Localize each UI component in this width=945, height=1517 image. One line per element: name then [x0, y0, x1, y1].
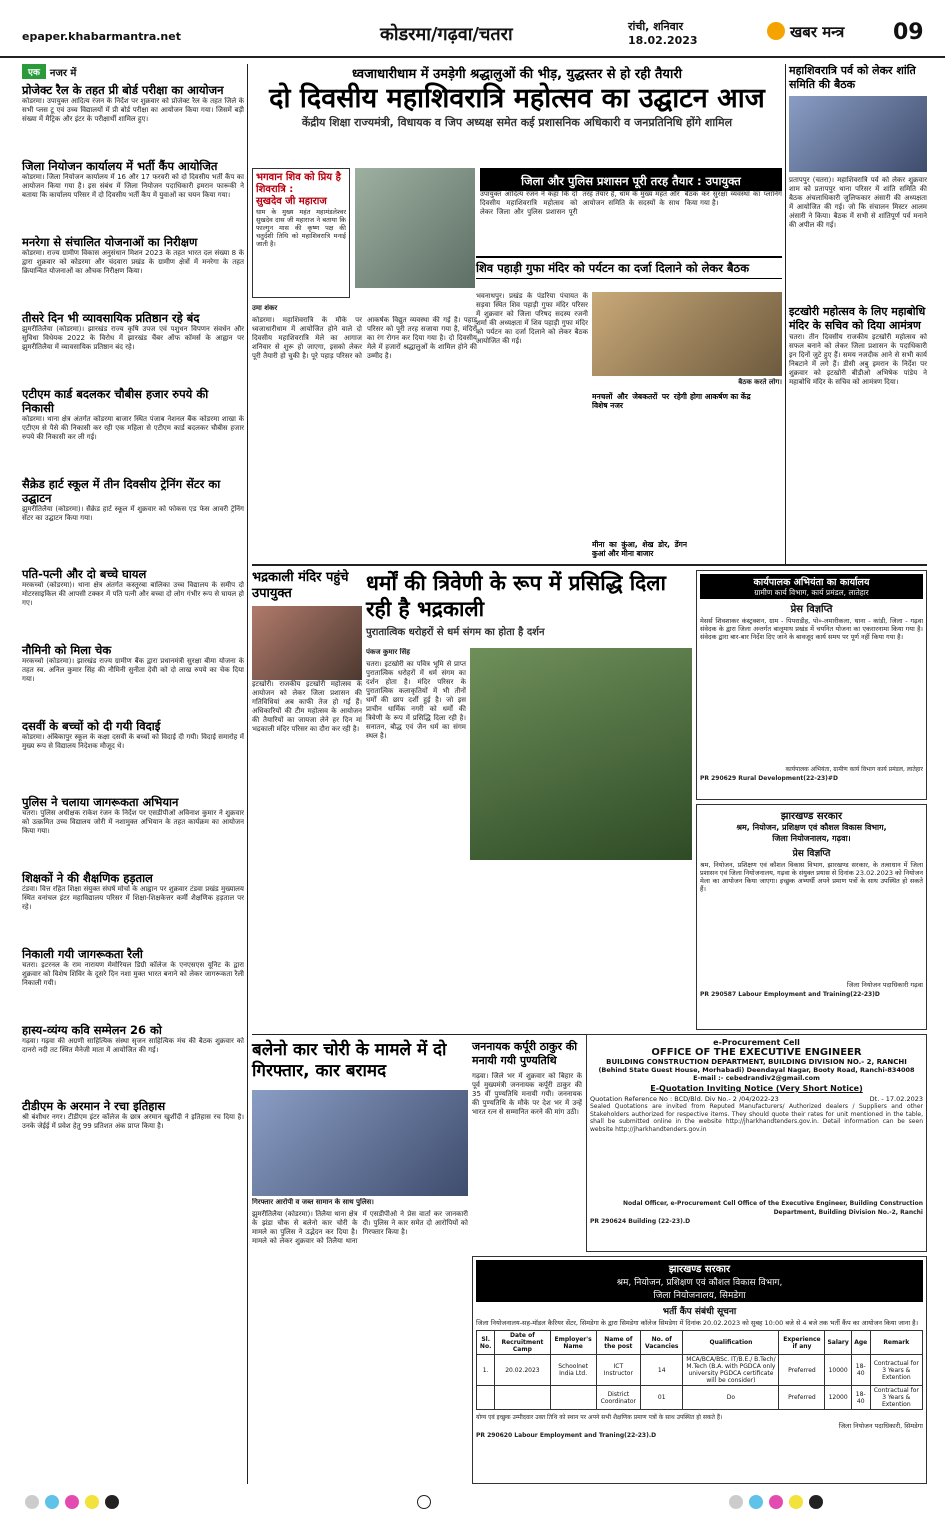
- left-item-body: टंडवा। वित्त रहित शिक्षा संयुक्त संघर्ष मोर्चा के आह्वान पर शुक्रवार टंडवा प्रखंड मुख्यालय स्थित वनांचल इंटर महाविद्यालय परिसर में शिक्षा-शिक्षकेत्तर कर्मी शैक्षणिक हड़ताल पर रहे।: [22, 885, 244, 911]
- recruit-office: जिला नियोजनालय, सिमडेगा: [653, 1291, 746, 1301]
- recruit-cell: 18-40: [851, 1386, 870, 1410]
- issue-date: 18.02.2023: [628, 34, 698, 47]
- dc-visit-body: इटखोरी। राजकीय इटखोरी महोत्सव के आयोजन को लेकर जिला प्रशासन की गतिविधियां अब काफी तेज हो गई हैं। अधिकारियों की टीम महोत्सव के आयोजन की तैयारियों का जायजा लेने हर दिन मां भद्रकाली मंदिर परिसर का दौरा कर रही है।: [252, 680, 362, 733]
- recruit-col-header: Date of Recruitment Camp: [495, 1331, 550, 1355]
- quote-title: भगवान शिव को प्रिय है शिवरात्रि :: [256, 172, 341, 195]
- peace-body: प्रतापपुर (चतरा)। महाशिवरात्रि पर्व को लेकर शुक्रवार शाम को प्रतापपुर थाना परिसर में शांति समिति की बैठक अंचलाधिकारी जुलिफकार अंसारी की अध्यक्षता में आयोजित की गई। जो कि संचालन मिस्टर आलम अंसारी ने किया। बैठक में सभी से शांतिपूर्ण पर्व मनाने की अपील की गई।: [789, 176, 927, 229]
- left-items: [22, 83, 244, 1171]
- recruit-cell: Preferred: [779, 1386, 825, 1410]
- recruit-cell: 14: [641, 1355, 683, 1386]
- bhadrakali-subhead: पुरातात्विक धरोहरों से धर्म संगम का होता है दर्शन: [366, 627, 545, 638]
- recruit-col-header: Age: [851, 1331, 870, 1355]
- left-item-title: दसवीं के बच्चों को दी गयी विदाई: [22, 719, 161, 733]
- bhadrakali-box: [252, 570, 362, 684]
- quote-author: सुखदेव जी महाराज: [256, 196, 327, 207]
- dc-visit-photo: [252, 606, 362, 680]
- recruit-dept: श्रम, नियोजन, प्रशिक्षण एवं कौशल विकास विभाग,: [616, 1278, 783, 1288]
- recruit-col-header: Sl. No.: [477, 1331, 495, 1355]
- recruit-cell: 01: [641, 1386, 683, 1410]
- recruit-row: [477, 1386, 923, 1410]
- left-item-body: कोडरमा। राज्य ग्रामीण विकास अनुसंधान मिशन 2023 के तहत भारत दल संख्या 8 के द्वारा शुक्रवार को कोडरमा और चंदवारा प्रखंड के ग्रामीण क्षेत्रों में मनरेगा के तहत क्रियान्वित योजनाओं का औचक निरीक्षण किया।: [22, 249, 244, 275]
- left-item-body: झुमरीतिलैया (कोडरमा)। झारखंड राज्य कृषि उपज एवं पशुधन विपणन संवर्धन और सुविधा विधेयक 2022 के विरोध में झारखंड चैंबर ऑफ कॉमर्स के आह्वान पर झुमरीतिलैया में व्यावसायिक प्रतिष्ठान बंद रहे।: [22, 325, 244, 351]
- tender-title: E-Quotation Inviting Notice (Very Short Notice): [650, 1084, 863, 1093]
- notice-rural-code: PR 290629 Rural Development(22-23)#D: [700, 775, 838, 782]
- karpoori-headline: जननायक कर्पूरी ठाकुर की मनायी गयी पुण्यतिथि: [472, 1040, 578, 1067]
- left-item-title: सैक्रेड हार्ट स्कूल में तीन दिवसीय ट्रेनिंग सेंटर का उद्घाटन: [22, 477, 221, 505]
- recruit-col-header: Remark: [870, 1331, 922, 1355]
- left-item-body: मरकच्चो (कोडरमा)। झारखंड राज्य ग्रामीण बैंक द्वारा प्रधानमंत्री सुरक्षा बीमा योजना के तहत स्व. अनिल कुमार सिंह की नौमिनी सुनीता देवी को दो लाख रुपये का चेक दिया गया।: [22, 657, 244, 683]
- recruit-cell: Contractual for 3 Years & Extention: [870, 1386, 922, 1410]
- recruit-col-header: No. of Vacancies: [641, 1331, 683, 1355]
- notice-garhwa-title: प्रेस विज्ञप्ति: [792, 849, 831, 859]
- place-day: रांची, शनिवार: [628, 20, 684, 33]
- left-item-title: तीसरे दिन भी व्यावसायिक प्रतिष्ठान रहे बंद: [22, 311, 200, 325]
- recruit-cell: 18-40: [851, 1355, 870, 1386]
- tender-email: E-mail :- cebedrandiv2@gmail.com: [693, 1074, 820, 1082]
- karpoori-story: [472, 1040, 582, 1212]
- notice-garhwa-dept: श्रम, नियोजन, प्रशिक्षण एवं कौशल विकास विभाग,: [736, 823, 887, 832]
- cave-headline: शिव पहाड़ी गुफा मंदिर को पर्यटन का दर्जा दिलाने को लेकर बैठक: [476, 261, 750, 275]
- lead-body: कोडरमा। महाशिवरात्रि के मौके पर ध्वजाधारीधाम में आयोजित होने वाले दो दिवसीय महाशिवरात्रि मेले का आगाज शनिवार से शुरू हो जाएगा, इसको लेकर पूरी तैयारी हो चुकी है। पूरे पहाड़ परिसर को आकर्षक विद्युत व्यवस्था की गई है। पहाड़ परिसर को पूरी तरह सजाया गया है, मंदिरों का रंग रोगन कर दिया गया है। दो दिवसीय मेले में हजारों श्रद्धालुओं के शामिल होने की उम्मीद है।: [252, 316, 477, 360]
- recruit-row: [477, 1355, 923, 1386]
- tender-ref: Quotation Reference No : BCD/Bld. Div No.- 2 /04/2022-23: [590, 1095, 779, 1103]
- notice-rural-sign: कार्यपालक अभियंता, ग्रामीण कार्य विभाग कार्य प्रमंडल, लातेहार: [785, 766, 923, 773]
- notice-garhwa-code: PR 290587 Labour Employment and Training(22-23)D: [700, 991, 880, 998]
- recruit-header: [476, 1260, 923, 1302]
- page-number: 09: [893, 20, 924, 45]
- recruit-cell: Do: [683, 1386, 779, 1410]
- registration-marks: [22, 1494, 922, 1513]
- left-item-title: पुलिस ने चलाया जागरूकता अभियान: [22, 795, 179, 809]
- bhadrakali-photo: [470, 648, 692, 860]
- recruit-table-body: [477, 1355, 923, 1410]
- left-item-body: कोडरमा। उपायुक्त आदित्य रंजन के निर्देश पर शुक्रवार को प्रोजेक्ट रैल के तहत जिले के सभी प्लस टू एवं उच्च विद्यालयों में प्री बोर्ड परीक्षा का आयोजन किया गया। जिसमें बड़ी संख्या में मैट्रिक और इंटर के परीक्षार्थी शामिल हुए।: [22, 97, 244, 123]
- theft-story: [252, 1040, 468, 1082]
- theft-photo: [252, 1090, 468, 1196]
- notice-garhwa-office: जिला नियोजनालय, गढ़वा।: [772, 834, 851, 843]
- left-item-body: झुमरीतिलैया (कोडरमा)। सैक्रेड हार्ट स्कूल में शुक्रवार को फोकस एड फेस आवरी ट्रेनिंग सेंटर का उद्घाटन किया गया।: [22, 505, 244, 522]
- left-item-body: चतरा। पुलिस अधीक्षक राकेश रंजन के निर्देश पर एसडीपीओ अविनाश कुमार ने शुक्रवार को उत्क्रमित उच्च विद्यालय जोरी में नशामुक्त अभियान के तहत कार्यक्रम का आयोजन किया गया।: [22, 809, 244, 835]
- notice-rural-title: प्रेस विज्ञप्ति: [790, 604, 833, 615]
- crosshair-icon: [417, 1495, 431, 1509]
- left-item-title: निकाली गयी जागरूकता रैली: [22, 947, 143, 961]
- notice-garhwa-govt: झारखण्ड सरकार: [780, 811, 843, 822]
- theft-caption: गिरफ्तार आरोपी व जब्त सामान के साथ पुलिस।: [252, 1198, 374, 1206]
- left-item-body: कोडरमा। जिला नियोजन कार्यालय में 16 और 17 फरवरी को दो दिवसीय भर्ती कैंप का आयोजन किया गया है। इस संबंध में जिला नियोजन पदाधिकारी इमरान फारूकी ने बताया कि कार्यालय परिसर में दो दिवसीय भर्ती कैंप में युवाओं का चयन किया गया।: [22, 173, 244, 199]
- recruit-code: PR 290620 Labour Employment and Traning(22-23).D: [476, 1432, 657, 1439]
- lead-kicker: ध्वजाधारीधाम में उमड़ेगी श्रद्धालुओं की भीड़, युद्धस्तर से हो रही तैयारी: [351, 67, 683, 82]
- ready-title: जिला और पुलिस प्रशासन पूरी तरह तैयार : उपायुक्त: [521, 174, 741, 188]
- recruit-cell: [550, 1386, 596, 1410]
- left-column: [22, 64, 244, 1484]
- quote-box: [252, 168, 350, 298]
- tender-cell: e-Procurement Cell: [713, 1038, 800, 1047]
- left-item-body: कोडरमा। अंबिकापुर स्कूल के कक्षा दसवीं के बच्चों को विदाई दी गयी। विदाई समारोह में मुख्य रूप से विद्यालय निदेशक मौजूद थे।: [22, 733, 244, 750]
- brand-name: खबर मन्त्र: [790, 23, 845, 41]
- left-item-title: प्रोजेक्ट रैल के तहत प्री बोर्ड परीक्षा का आयोजन: [22, 83, 224, 97]
- recruit-table-header: [477, 1331, 923, 1355]
- site-url[interactable]: epaper.khabarmantra.net: [22, 30, 181, 43]
- recruit-cell: 20.02.2023: [495, 1355, 550, 1386]
- bhadrakali-dateline: पंकज कुमार सिंह: [366, 648, 410, 656]
- left-item-body: चतरा। इटरनल के राम नारायण मेमोरियल डिग्री कॉलेज के एनएसएस यूनिट के द्वारा शुक्रवार को विशेष शिविर के दूसरे दिन नशा मुक्त भारत बनाने को लेकर जागरूकता रैली निकाली गयी।: [22, 961, 244, 987]
- ready-body: उपायुक्त आदित्य रंजन ने कहा कि दो दिवसीय महाशिवरात्रि महोत्सव को लेकर जिला और पुलिस प्रशासन पूरी तरह तैयार है, धाम के मुख्य महंत और आयोजन समिति के सदस्यों के साथ बैठक कर सुरक्षा व्यवस्था का प्लानिंग किया गया है।: [480, 190, 782, 216]
- recruit-intro: जिला नियोजनालय-सह-मॉडल कैरियर सेंटर, सिमडेगा के द्वारा सिमडेगा कॉलेज सिमडेगा में दिनांक 20.02.2023 को सुबह 10:00 बजे से 4 बजे तक भर्ती कैंप का आयोजन किया जाना है।: [476, 1319, 919, 1327]
- notice-rural-body: मेसर्स शिवशाकर कंस्ट्रक्शन, ग्राम - पिपराडीह, पो०-लमारीकला, थाना - कांडी, जिला - गढ़वा संवेदक के द्वारा जिला अन्तर्गत बालूमाथ प्रखंड में चयनित योजना का एकरारनामा किया गया है। संवेदक द्वारा बार-बार निर्देश दिए जाने के बावजूद कार्य समय पर पूर्ण नहीं किया गया है।: [700, 617, 923, 641]
- left-item-body: कोडरमा। थाना क्षेत्र अंतर्गत कोडरमा बाजार स्थित पंजाब नेशनल बैंक कोडरमा शाखा के एटीएम से पैसे की निकासी कर रही एक महिला से एटीएम कार्ड बदलकर चौबीस हजार रुपये की निकासी कर ली गई।: [22, 415, 244, 441]
- lead-headline: दो दिवसीय महाशिवरात्रि महोत्सव का उद्घाटन आज: [269, 83, 765, 114]
- recruit-col-header: Salary: [825, 1331, 851, 1355]
- cave-body: भवनाथपुर। प्रखंड के पंडरिया पंचायत के सड़वा स्थित शिव पहाड़ी गुफा मंदिर परिसर में शुक्रवार को जिला परिषद सदस्य रजनी शर्मा की अध्यक्षता में शिव पहाड़ी गुफा मंदिर को पर्यटन का दर्जा दिलाने को लेकर बैठक आयोजित की गई।: [476, 292, 588, 345]
- left-item-body: श्री बंशीधर नगर। टीडीएम इंटर कॉलेज के छात्र अरमान खुर्शीदी ने इतिहास रच दिया है। उनके जेईई में प्रवेश हेतु 99 प्रतिशत अंक प्राप्त किया है।: [22, 1113, 244, 1130]
- theft-headline: बलेनो कार चोरी के मामले में दो गिरफ्तार, कार बरामद: [252, 1040, 447, 1081]
- left-item-title: नौमिनी को मिला चेक: [22, 643, 112, 657]
- quote-body: धाम के मुख्य महंत महामंडलेश्वर सुखदेव दास जी महाराज ने बताया कि फाल्गुन मास की कृष्ण पक्ष की चतुर्दशी तिथि को महाशिवरात्रि मनाई जाती है।: [256, 208, 346, 248]
- left-item-body: गढ़वा। गढ़वा की अग्रणी साहित्यिक संस्था सृजन साहित्यिक मंच की बैठक शुक्रवार को दानरो नदी तट स्थित मैनेजी माता में आयोजित की गई।: [22, 1037, 244, 1054]
- left-item-title: हास्य-व्यंग्य कवि सम्मेलन 26 को: [22, 1023, 162, 1037]
- tender-body: Sealed Quotations are invited from Reputed Manufacturers/ Authorized dealers / Suppliers and other Stakeholders authorized for respective items. They should quote their rates for unit mentioned in the table, shall be submitted online in the website http://jharkhandtenders.gov.in. Detail information can be seen website http://jharkhandtenders.gov.in: [590, 1103, 923, 1133]
- notice-rural-office: कार्यपालक अभियंता का कार्यालय: [753, 577, 870, 588]
- tender-code: PR 290624 Building (22-23).D: [590, 1218, 691, 1225]
- tender-notice: [586, 1034, 927, 1252]
- badge-label: नजर में: [49, 67, 77, 79]
- recruit-cell: ICT Instructor: [596, 1355, 640, 1386]
- notice-rural-dept: ग्रामीण कार्य विभाग, कार्य प्रमंडल, लातेहार: [754, 588, 869, 597]
- recruit-col-header: Employer's Name: [550, 1331, 596, 1355]
- itkhori-headline: इटखोरी महोत्सव के लिए महाबोधि मंदिर के सचिव को दिया आमंत्रण: [789, 305, 926, 332]
- left-item-body: मरकच्चो (कोडरमा)। थाना क्षेत्र अंतर्गत कस्तूरबा बालिका उच्च विद्यालय के समीप दो मोटरसाइकिल की आपसी टक्कर में पति पत्नी और बच्चा दो लोग गंभीर रूप से घायल हो गए।: [22, 581, 244, 607]
- recruit-cell: 1.: [477, 1355, 495, 1386]
- tender-ref-date: Dt. - 17.02.2023: [869, 1095, 923, 1103]
- lead-dateline: उमा शंकर: [252, 304, 278, 312]
- tender-sign: Nodal Officer, e-Procurement Cell Office of the Executive Engineer, Building Construction Department, Building Division No.-2, Ranchi: [623, 1200, 923, 1216]
- recruit-cell: Schoolnet India Ltd.: [550, 1355, 596, 1386]
- peace-headline: महाशिवरात्रि पर्व को लेकर शांति समिति की बैठक: [789, 64, 916, 91]
- notice-rural: [696, 570, 927, 800]
- recruit-cell: [477, 1386, 495, 1410]
- bhadrakali-headline: धर्मों की त्रिवेणी के रूप में प्रसिद्धि दिला रही है भद्रकाली: [366, 571, 666, 621]
- cave-caption: बैठक करते लोग।: [738, 378, 782, 386]
- recruit-sign: जिला नियोजन पदाधिकारी, सिमडेगा: [838, 1422, 923, 1430]
- notice-garhwa-sign: जिला नियोजन पदाधिकारी गढ़वा: [846, 981, 923, 989]
- section-title: कोडरमा/गढ़वा/चतरा: [380, 24, 513, 45]
- cave-sub2: मीना का कुंआ, शेख डोर, डेंगन कुआं और मीना बाजार: [592, 540, 687, 558]
- recruit-title: भर्ती कैंप संबंधी सूचना: [662, 1307, 737, 1317]
- brand-logo-icon: [767, 22, 785, 40]
- notice-garhwa: [696, 804, 927, 1030]
- place-date: [628, 20, 698, 48]
- karpoori-body: गढ़वा। जिले भर में शुक्रवार को बिहार के पूर्व मुख्यमंत्री जननायक कर्पूरी ठाकुर की 35 वीं पुण्यतिथि मनायी गयी। जननायक की पुण्यतिथि के मौके पर देश भर में उन्हें भारत रत्न से सम्मानित करने की मांग उठी।: [472, 1072, 582, 1116]
- left-item-title: शिक्षकों ने की शैक्षणिक हड़ताल: [22, 871, 153, 885]
- temple-photo: [355, 168, 475, 288]
- left-item-title: एटीएम कार्ड बदलकर चौबीस हजार रुपये की निकासी: [22, 387, 209, 415]
- theft-body: झुमरीतिलैया (कोडरमा)। तिलैया थाना क्षेत्र के झंडा चौक से बलेनो कार चोरी के मामले का पुलिस ने उद्भेदन कर दिया है। मामले को लेकर शुक्रवार को तिलैया थाना में एसडीपीओ ने प्रेस वार्ता कर जानकारी दी। पुलिस ने कार समेत दो आरोपियों को गिरफ्तार किया है।: [252, 1210, 468, 1245]
- masthead: [0, 0, 945, 58]
- left-item-title: मनरेगा से संचालित योजनाओं का निरीक्षण: [22, 235, 198, 249]
- lead-story: [252, 64, 782, 130]
- tender-division: BUILDING CONSTRUCTION DEPARTMENT, BUILDING DIVISION NO.- 2, RANCHI: [606, 1058, 907, 1066]
- left-item-title: जिला नियोजन कार्यालय में भर्ती कैंप आयोजित: [22, 159, 218, 173]
- recruit-table: [476, 1330, 923, 1410]
- tender-ref-row: [590, 1095, 923, 1103]
- recruit-col-header: Experience if any: [779, 1331, 825, 1355]
- meeting-photo: [592, 292, 782, 376]
- notice-rural-header: [700, 574, 923, 599]
- recruit-cell: District Coordinator: [596, 1386, 640, 1410]
- tender-office: OFFICE OF THE EXECUTIVE ENGINEER: [651, 1047, 862, 1058]
- recruit-col-header: Qualification: [683, 1331, 779, 1355]
- recruit-govt: झारखण्ड सरकार: [668, 1264, 731, 1275]
- itkhori-body: चतरा। तीन दिवसीय राजकीय इटखोरी महोत्सव को सफल बनाने को लेकर जिला प्रशासन के पदाधिकारी इन दिनों जुटे हुए हैं। समय नजदीक आने से सभी कार्य निबटाने में लगे हैं। डीसी अबु इमरान के निर्देश पर शुक्रवार को इटखोरी बीडीओ अभिषेक पांडेय ने महाबोधि मंदिर के सचिव को आमंत्रण दिया।: [789, 333, 927, 386]
- recruit-cell: MCA/BCA/BSc. IT/B.E./ B.Tech/ M.Tech (B.A. with PGDCA only university PGDCA certificate will be consider): [683, 1355, 779, 1386]
- recruit-cell: Preferred: [779, 1355, 825, 1386]
- recruit-notice: [472, 1256, 927, 1484]
- peace-photo: [789, 96, 927, 172]
- recruit-cell: 12000: [825, 1386, 851, 1410]
- recruit-col-header: Name of the post: [596, 1331, 640, 1355]
- badge-word: एक: [22, 64, 46, 79]
- dc-visit-headline: भद्रकाली मंदिर पहुंचे उपायुक्त: [252, 570, 349, 601]
- recruit-note: योग्य एवं इच्छुक उम्मीदवार उक्त तिथि को स्थान पर अपने सभी शैक्षणिक प्रमाण पत्रों के साथ उपस्थित हो सकते हैं।: [476, 1414, 723, 1421]
- lead-subhead: केंद्रीय शिक्षा राज्यमंत्री, विधायक व जिप अध्यक्ष समेत कई प्रशासनिक अधिकारी व जनप्रतिनिधि होंगे शामिल: [301, 116, 733, 129]
- ready-title-bar: [480, 168, 782, 191]
- badge-row: [22, 64, 244, 79]
- tender-address: (Behind State Guest House, Morhabadi) Deendayal Nagar, Booty Road, Ranchi-834008: [598, 1066, 915, 1074]
- left-item-title: टीडीएम के अरमान ने रचा इतिहास: [22, 1099, 166, 1113]
- cave-headline-bar: [476, 256, 782, 279]
- left-item-title: पति-पत्नी और दो बच्चे घायल: [22, 567, 147, 581]
- bhadrakali-story: [366, 570, 692, 638]
- right-top: [789, 64, 927, 513]
- cave-sub3: होगा आकर्षण का केंद्र: [690, 392, 751, 401]
- cave-sub1: मनचलों और जेबकतरों पर रहेगी विशेष नजर: [592, 392, 687, 410]
- bhadrakali-body: चतरा। इटखोरी का पवित्र भूमि से प्राप्त पुरातात्विक धरोहरों में धर्म संगम का दर्शन होता है। मंदिर परिसर के पुरातात्विक कलाकृतियों में भी तीनों धर्मों की छाप दर्शी हुई है। जो इस प्राचीन धार्मिक नगरी को धर्मों की त्रिवेणी के रूप में प्रसिद्धि दिला रही है। सनातन, बौद्ध एवं जैन धर्म का संगम स्थल है।: [366, 660, 466, 740]
- notice-garhwa-body: श्रम, नियोजन, प्रशिक्षण एवं कौशल विकास विभाग, झारखण्ड सरकार, के तत्वाधान में जिला प्रशासन एवं जिला नियोजनालय, गढ़वा के संयुक्त प्रयास से दिनांक 23.02.2023 को नियोजन मेला का आयोजन किया जाएगा। इच्छुक अभ्यर्थी अपने प्रमाण पत्रों के साथ उपस्थित हो सकते हैं।: [700, 861, 923, 893]
- recruit-cell: [495, 1386, 550, 1410]
- recruit-cell: 10000: [825, 1355, 851, 1386]
- recruit-cell: Contractual for 3 Years & Extention: [870, 1355, 922, 1386]
